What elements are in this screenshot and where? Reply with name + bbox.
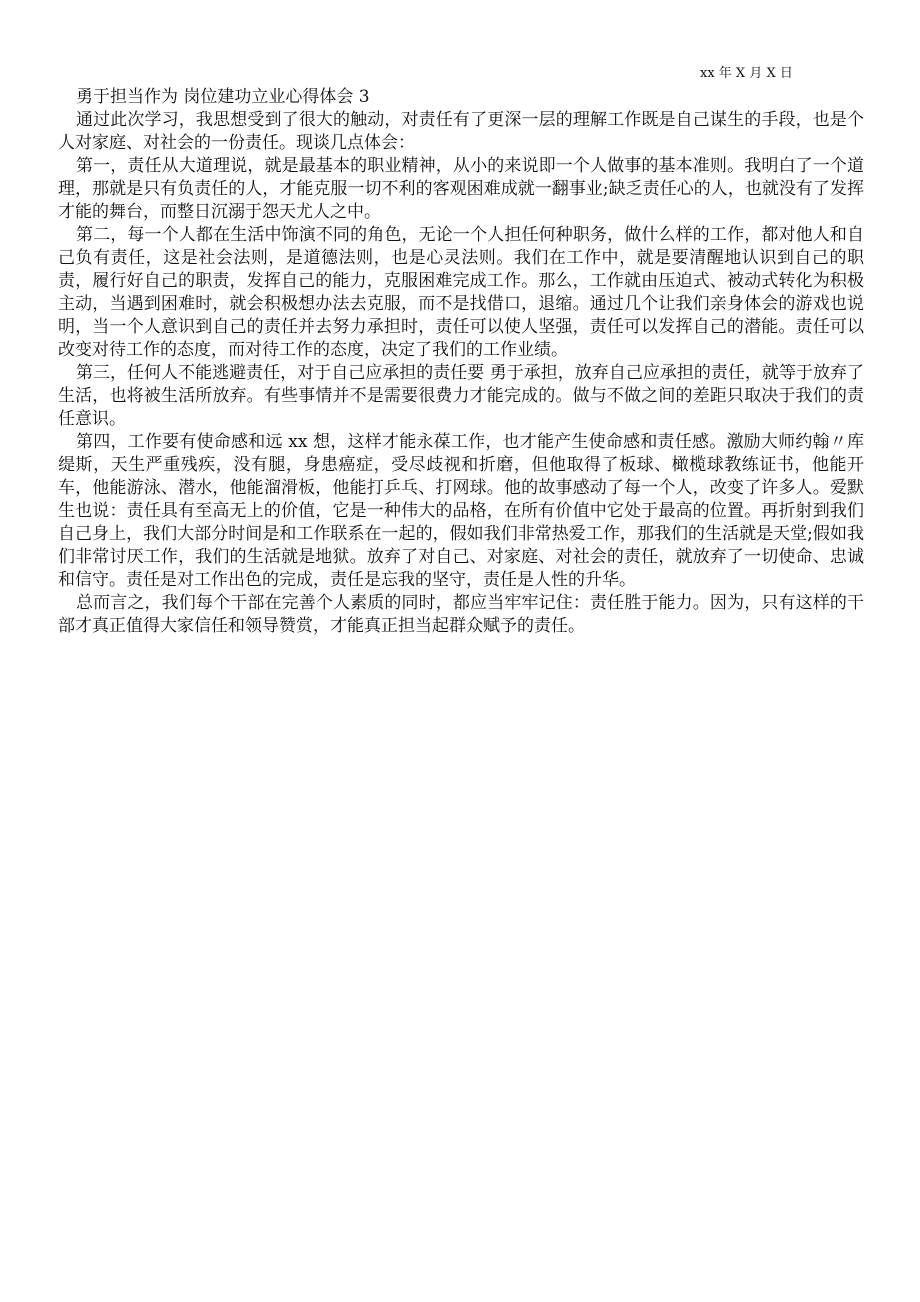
paragraph-second: 第二，每一个人都在生活中饰演不同的角色，无论一个人担任何种职务，做什么样的工作，都对他人和自己负有责任，这是社会法则，是道德法则，也是心灵法则。我们在工作中，就是要清醒地认识到自己的职责，履行好自己的职责，发挥自己的能力，克服困难完成工作。那么，工作就由压迫式、被动式转化为积极主动，当遇到困难时，就会积极想办法去克服，而不是找借口，退缩。通过几个让我们亲身体会的游戏也说明，当一个人意识到自己的责任并去努力承担时，责任可以使人坚强，责任可以发挥自己的潜能。责任可以改变对待工作的态度，而对待工作的态度，决定了我们的工作业绩。 bbox=[58, 225, 864, 360]
paragraph-third: 第三，任何人不能逃避责任，对于自己应承担的责任要 勇于承担，放弃自己应承担的责任，就等于放弃了生活，也将被生活所放弃。有些事情并不是需要很费力才能完成的。做与不做之间的差距只取决于我们的责任意识。 bbox=[58, 363, 864, 429]
document-body bbox=[58, 86, 864, 638]
paragraph-fourth: 第四，工作要有使命感和远 xx 想，这样才能永葆工作，也才能产生使命感和责任感。激励大师约翰〃库缇斯，天生严重残疾，没有腿，身患癌症，受尽歧视和折磨，但他取得了板球、橄榄球教练证书，他能开车，他能游泳、潜水，他能溜滑板，他能打乒乓、打网球。他的故事感动了每一个人，改变了许多人。爱默生也说：责任具有至高无上的价值，它是一种伟大的品格，在所有价值中它处于最高的位置。再折射到我们自己身上，我们大部分时间是和工作联系在一起的，假如我们非常热爱工作，那我们的生活就是天堂;假如我们非常讨厌工作，我们的生活就是地狱。放弃了对自己、对家庭、对社会的责任，就放弃了一切使命、忠诚和信守。责任是对工作出色的完成，责任是忘我的坚守，责任是人性的升华。 bbox=[58, 432, 864, 590]
document-title: 勇于担当作为 岗位建功立业心得体会 3 bbox=[76, 87, 370, 107]
paragraph-intro: 通过此次学习，我思想受到了很大的触动，对责任有了更深一层的理解工作既是自己谋生的手段，也是个人对家庭、对社会的一份责任。现谈几点体会： bbox=[58, 110, 864, 153]
paragraph-first: 第一，责任从大道理说，就是最基本的职业精神，从小的来说即一个人做事的基本准则。我明白了一个道理，那就是只有负责任的人，才能克服一切不利的客观困难成就一翻事业;缺乏责任心的人，也就没有了发挥才能的舞台，而整日沉溺于怨天尤人之中。 bbox=[58, 156, 864, 222]
paragraph-conclusion: 总而言之，我们每个干部在完善个人素质的同时，都应当牢牢记住：责任胜于能力。因为，只有这样的干部才真正值得大家信任和领导赞赏，才能真正担当起群众赋予的责任。 bbox=[58, 593, 864, 636]
document-date: xx 年 X 月 X 日 bbox=[700, 66, 793, 81]
